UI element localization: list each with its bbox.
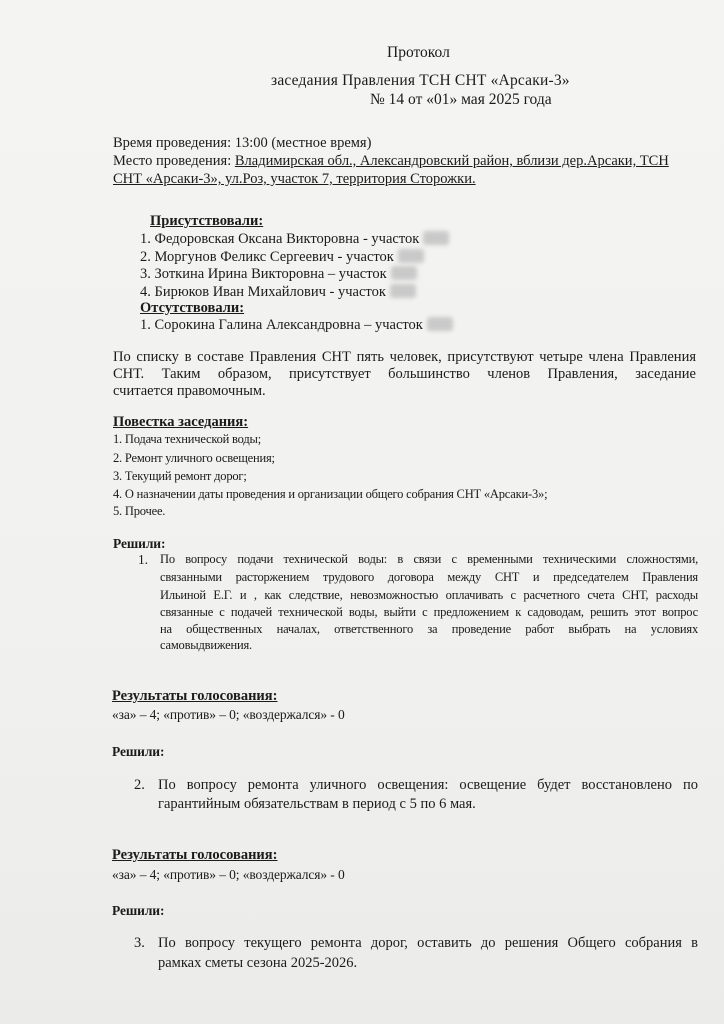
vote-result: «за» – 4; «против» – 0; «воздержался» - 0 (112, 707, 345, 722)
decision-text-line: связанные с подачей технической воды, выйти с предложением к садоводам, решить этот вопрос (160, 605, 698, 619)
meeting-place-label: Место проведения: (113, 153, 232, 169)
vote-heading: Результаты голосования: (112, 847, 278, 863)
present-item (140, 284, 416, 301)
decision-text-line: гарантийным обязательствам в период с 5 по 6 мая. (158, 796, 476, 812)
present-name: 4. Бирюков Иван Михайлович - участок (140, 284, 386, 300)
agenda-item: 4. О назначении даты проведения и организации общего собрания СНТ «Арсаки-3»; (113, 487, 548, 501)
document-title: Протокол (387, 44, 450, 61)
agenda-item: 1. Подача технической воды; (113, 432, 261, 446)
document-subtitle: заседания Правления ТСН СНТ «Арсаки-3» (271, 72, 570, 89)
decision-number: 3. (134, 935, 145, 951)
absent-item (140, 317, 453, 334)
redacted-plot-number (427, 317, 453, 331)
decision-heading: Решили: (112, 903, 165, 918)
decision-heading: Решили: (112, 744, 165, 759)
meeting-place-value: Владимирская обл., Александровский район, вблизи дер.Арсаки, ТСН (234, 153, 669, 169)
protocol-number: № 14 от «01» мая 2025 года (370, 91, 552, 108)
present-name: 2. Моргунов Феликс Сергеевич - участок (140, 249, 394, 265)
redacted-plot-number (398, 249, 424, 263)
vote-result: «за» – 4; «против» – 0; «воздержался» - 0 (112, 867, 345, 882)
decision-heading: Решили: (113, 536, 166, 551)
agenda-item: 2. Ремонт уличного освещения; (113, 451, 275, 465)
agenda-item: 3. Текущий ремонт дорог; (113, 469, 247, 483)
agenda-heading: Повестка заседания: (113, 414, 249, 430)
decision-text-line: самовыдвижения. (160, 638, 252, 652)
redacted-plot-number (391, 266, 417, 280)
present-item (140, 249, 424, 266)
present-item (140, 266, 417, 283)
decision-text-line: По вопросу ремонта уличного освещения: освещение будет восстановлено по (158, 777, 698, 793)
meeting-time: Время проведения: 13:00 (местное время) (113, 135, 372, 151)
present-heading: Присутствовали: (150, 213, 264, 229)
decision-number: 2. (134, 777, 145, 793)
decision-text-line: Ильиной Е.Г. и , как следствие, невозможностью оплачивать с расчетного счета СНТ, расходы (160, 588, 698, 602)
redacted-plot-number (390, 284, 416, 298)
decision-number: 1. (138, 552, 148, 567)
quorum-line: считается правомочным. (113, 383, 266, 399)
absent-heading: Отсутствовали: (140, 300, 245, 316)
meeting-place-line-1 (113, 153, 669, 170)
decision-text-line: По вопросу подачи технической воды: в связи с временными техническими сложностями, (160, 552, 698, 566)
decision-text-line: По вопросу текущего ремонта дорог, оставить до решения Общего собрания в (158, 935, 698, 951)
quorum-line: По списку в составе Правления СНТ пять человек, присутствуют четыре члена Правления (113, 349, 696, 365)
absent-name: 1. Сорокина Галина Александровна – участок (140, 317, 423, 333)
quorum-line: СНТ. Таким образом, присутствует большинство членов Правления, заседание (113, 366, 696, 382)
present-item (140, 231, 449, 248)
present-name: 1. Федоровская Оксана Викторовна - участок (140, 231, 420, 247)
meeting-place-line-2: СНТ «Арсаки-3», ул.Роз, участок 7, территория Сторожки. (113, 171, 476, 187)
vote-heading: Результаты голосования: (112, 688, 278, 704)
decision-text-line: связанными расторжением трудового договора между СНТ и председателем Правления (160, 570, 698, 584)
decision-text-line: на общественных началах, ответственного за проведение работ выбрать на условиях (160, 622, 698, 636)
decision-text-line: рамках сметы сезона 2025-2026. (158, 955, 358, 971)
present-name: 3. Зоткина Ирина Викторовна – участок (140, 266, 387, 282)
agenda-item: 5. Прочее. (113, 504, 166, 518)
redacted-plot-number (423, 231, 449, 245)
